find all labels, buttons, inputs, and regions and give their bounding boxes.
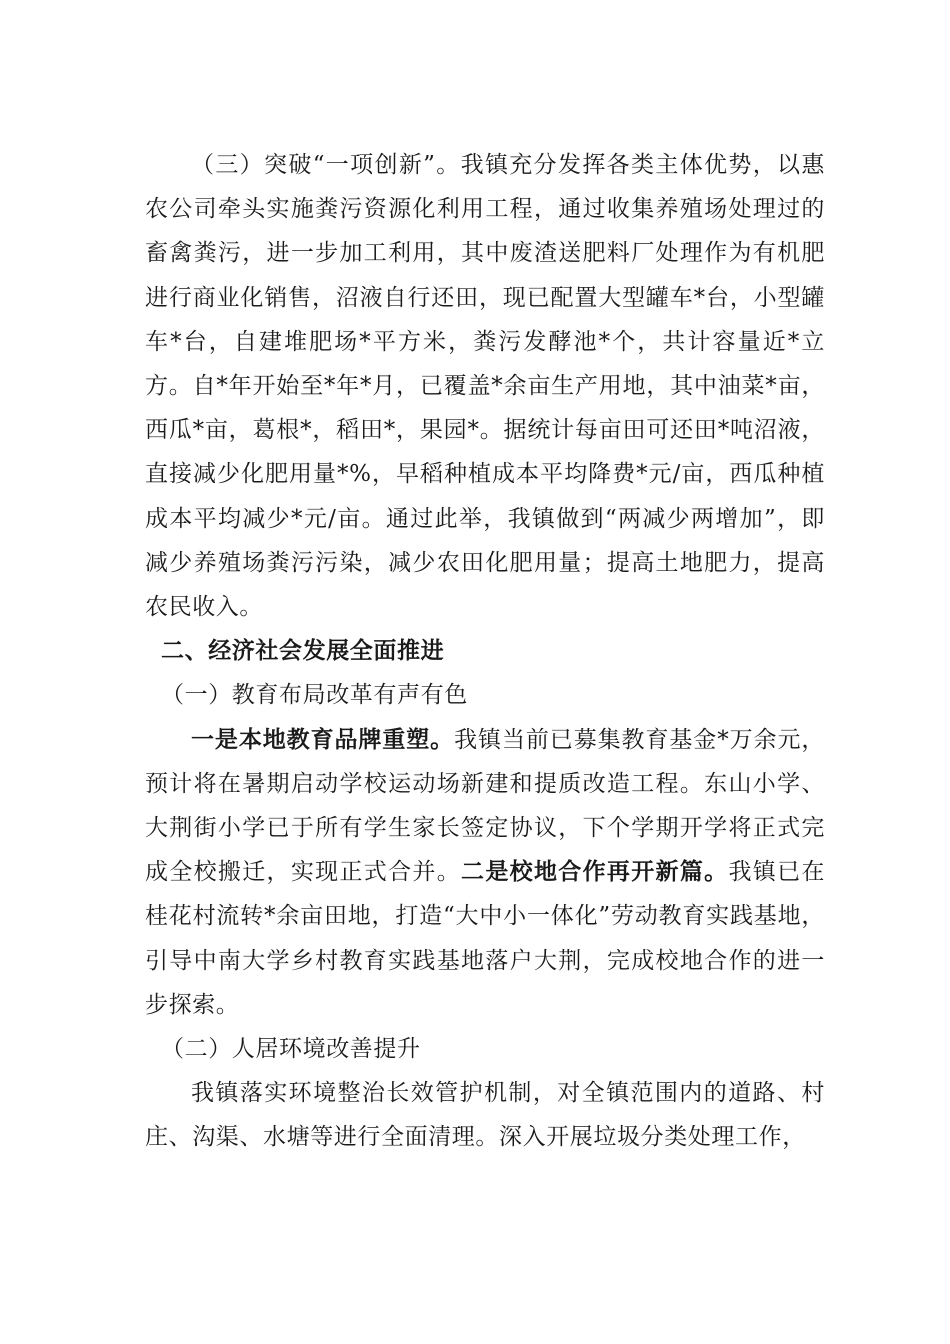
subheading-living-environment: （二）人居环境改善提升 <box>161 1036 421 1063</box>
paragraph-section-3 <box>145 143 825 629</box>
heading-economic-social-development: 二、经济社会发展全面推进 <box>161 638 445 665</box>
section-3-body: 我镇充分发挥各类主体优势，以惠农公司牵头实施粪污资源化利用工程，通过收集养殖场处理过的畜禽粪污，进一步加工利用，其中废渣送肥料厂处理作为有机肥进行商业化销售，沼液自行还田，现已配置大型罐车*台，小型罐车*台，自建堆肥场*平方米，粪污发酵池*个，共计容量近*立方。自*年开始至*年*月，已覆盖*余亩生产用地，其中油菜*亩，西瓜*亩，葛根*，稻田*，果园*。据统计每亩田可还田*吨沼液，直接减少化肥用量*%，早稻种植成本平均降费*元/亩，西瓜种植成本平均减少*元/亩。通过此举，我镇做到“两减少两增加”，即减少养殖场粪污污染，减少农田化肥用量；提高土地肥力，提高农民收入。 <box>145 152 825 621</box>
document-body <box>145 143 825 1160</box>
section-3-label: （三） <box>191 152 265 178</box>
lead-school-cooperation: 二是校地合作再开新篇。 <box>461 859 729 886</box>
paragraph-education <box>145 718 825 1027</box>
section-3-title: 突破“一项创新”。 <box>264 152 461 178</box>
paragraph-living-environment: 我镇落实环境整治长效管护机制，对全镇范围内的道路、村庄、沟渠、水塘等进行全面清理。深入开展垃圾分类处理工作， <box>145 1080 825 1151</box>
lead-education-brand: 一是本地教育品牌重塑。 <box>191 726 455 753</box>
subheading-education-reform: （一）教育布局改革有声有色 <box>161 682 468 709</box>
school-cooperation-body: 我镇已在桂花村流转*余亩田地，打造“大中小一体化”劳动教育实践基地，引导中南大学乡村教育实践基地落户大荆，完成校地合作的进一步探索。 <box>145 859 825 1018</box>
education-brand-body: 我镇当前已募集教育基金*万余元，预计将在暑期启动学校运动场新建和提质改造工程。东山小学、大荆街小学已于所有学生家长签定协议，下个学期开学将正式完成全校搬迁，实现正式合并。 <box>145 726 825 886</box>
